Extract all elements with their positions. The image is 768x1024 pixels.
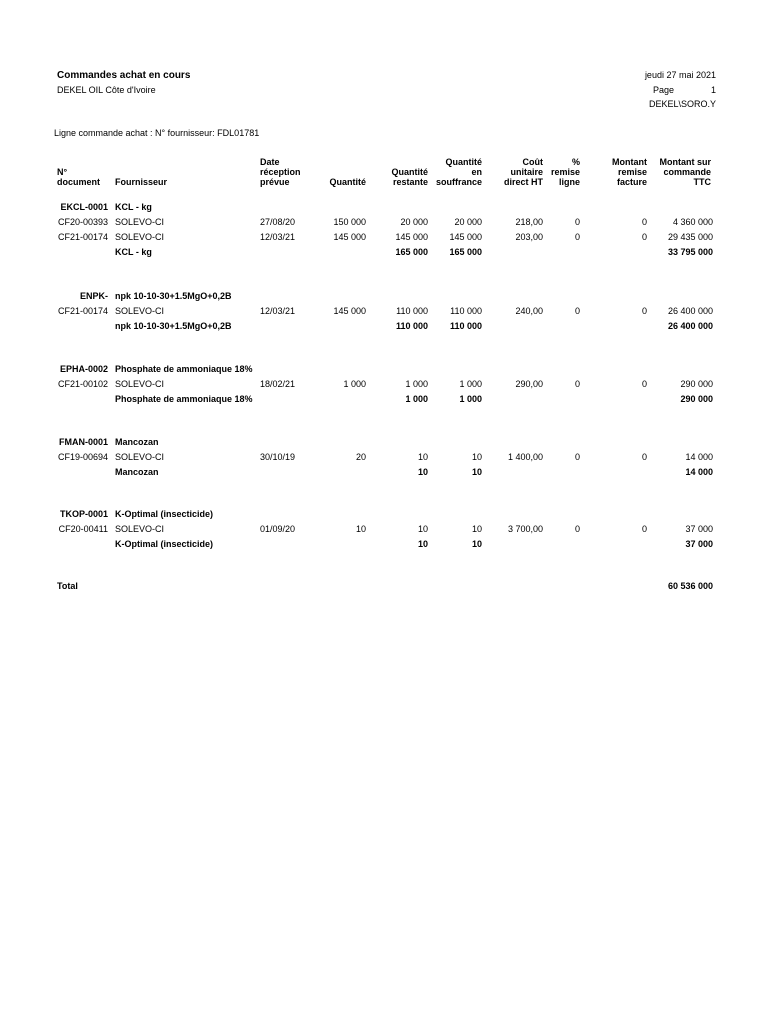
cell-invoice-discount: 0: [641, 232, 647, 242]
cell-unit-cost: 203,00: [515, 232, 543, 242]
cell-remaining: 110 000: [396, 306, 428, 316]
cell-remaining: 145 000: [395, 232, 428, 242]
cell-qty: 20: [355, 452, 366, 462]
cell-discount: 0: [574, 306, 580, 316]
cell-pending: 20 000: [454, 217, 482, 227]
cell-pending: 1 000: [459, 379, 482, 389]
cell-doc: CF20-00393: [57, 217, 108, 227]
subtotal-pending: 10: [471, 539, 482, 549]
group-name: npk 10-10-30+1.5MgO+0,2B: [115, 291, 232, 301]
total-label: Total: [57, 581, 78, 591]
subtotal-label: npk 10-10-30+1.5MgO+0,2B: [115, 321, 232, 331]
cell-pending: 10: [471, 524, 482, 534]
column-header-invoice-discount: facture: [616, 177, 647, 187]
cell-doc: CF21-00174: [57, 232, 108, 242]
report-date: jeudi 27 mai 2021: [644, 70, 716, 80]
cell-supplier: SOLEVO-CI: [115, 232, 165, 242]
cell-qty: 145 000: [333, 306, 366, 316]
cell-discount: 0: [574, 232, 580, 242]
cell-supplier: SOLEVO-CI: [115, 217, 165, 227]
subtotal-label: KCL - kg: [115, 247, 152, 257]
cell-unit-cost: 290,00: [515, 379, 543, 389]
subtotal-remaining: 10: [417, 539, 428, 549]
cell-invoice-discount: 0: [641, 379, 647, 389]
subtotal-amount: 290 000: [680, 394, 713, 404]
group-code: EKCL-0001: [60, 202, 108, 212]
subtotal-pending: 165 000: [449, 247, 482, 257]
group-name: K-Optimal (insecticide): [115, 509, 214, 519]
column-header-discount: ligne: [558, 177, 580, 187]
cell-date: 27/08/20: [260, 217, 296, 227]
cell-pending: 10: [471, 452, 482, 462]
column-header-qty: Quantité: [329, 177, 366, 187]
cell-pending: 145 000: [449, 232, 482, 242]
cell-date: 18/02/21: [260, 379, 296, 389]
cell-date: 12/03/21: [260, 306, 296, 316]
cell-qty: 10: [355, 524, 366, 534]
cell-invoice-discount: 0: [641, 452, 647, 462]
cell-unit-cost: 1 400,00: [507, 452, 543, 462]
cell-supplier: SOLEVO-CI: [115, 379, 165, 389]
report-title: Commandes achat en cours: [57, 70, 191, 81]
cell-qty: 150 000: [333, 217, 366, 227]
column-header-unit-cost: direct HT: [503, 177, 543, 187]
cell-doc: CF20-00411: [58, 524, 108, 534]
column-header-pending: en: [471, 167, 482, 177]
column-header-amount: TTC: [693, 177, 711, 187]
group-name: KCL - kg: [115, 202, 152, 212]
subtotal-remaining: 165 000: [395, 247, 428, 257]
cell-supplier: SOLEVO-CI: [115, 524, 165, 534]
cell-doc: CF19-00694: [57, 452, 108, 462]
column-header-unit-cost: Coût: [522, 157, 543, 167]
cell-date: 01/09/20: [260, 524, 296, 534]
column-header-remaining: restante: [392, 177, 428, 187]
group-name: Phosphate de ammoniaque 18%: [115, 364, 253, 374]
cell-discount: 0: [574, 524, 580, 534]
subtotal-pending: 110 000: [449, 321, 482, 331]
column-header-amount: commande: [663, 167, 711, 177]
subtotal-pending: 1 000: [459, 394, 482, 404]
cell-discount: 0: [574, 379, 580, 389]
subtotal-remaining: 110 000: [395, 321, 428, 331]
cell-date: 30/10/19: [260, 452, 296, 462]
report-subtitle: Ligne commande achat : N° fournisseur: FDL01781: [54, 128, 260, 138]
column-header-date: prévue: [260, 177, 290, 187]
column-header-invoice-discount: remise: [617, 167, 647, 177]
group-code: ENPK-: [79, 291, 108, 301]
column-header-discount: %: [571, 157, 580, 167]
cell-qty: 1 000: [343, 379, 366, 389]
cell-remaining: 10: [417, 452, 428, 462]
column-header-supplier: Fournisseur: [115, 177, 168, 187]
column-header-unit-cost: unitaire: [510, 167, 543, 177]
subtotal-amount: 26 400 000: [667, 321, 713, 331]
cell-discount: 0: [574, 452, 580, 462]
cell-discount: 0: [574, 217, 580, 227]
cell-invoice-discount: 0: [641, 306, 647, 316]
cell-supplier: SOLEVO-CI: [115, 452, 165, 462]
company-name: DEKEL OIL Côte d'Ivoire: [57, 85, 156, 95]
column-header-invoice-discount: Montant: [612, 157, 647, 167]
column-header-doc: document: [57, 177, 101, 187]
column-header-pending: souffrance: [435, 177, 482, 187]
column-header-doc: N°: [57, 167, 68, 177]
cell-pending: 110 000: [450, 306, 482, 316]
page-number: 1: [710, 85, 716, 95]
cell-remaining: 10: [417, 524, 428, 534]
column-header-date: réception: [260, 167, 301, 177]
user-name: DEKEL\SORO.Y: [648, 99, 716, 109]
cell-amount: 29 435 000: [667, 232, 713, 242]
subtotal-label: K-Optimal (insecticide): [115, 539, 214, 549]
group-name: Mancozan: [115, 437, 159, 447]
subtotal-remaining: 1 000: [405, 394, 428, 404]
subtotal-amount: 14 000: [685, 467, 713, 477]
cell-amount: 26 400 000: [667, 306, 713, 316]
subtotal-label: Phosphate de ammoniaque 18%: [115, 394, 253, 404]
page-label: Page: [652, 85, 674, 95]
subtotal-remaining: 10: [417, 467, 428, 477]
column-header-pending: Quantité: [445, 157, 482, 167]
cell-remaining: 20 000: [400, 217, 428, 227]
cell-unit-cost: 3 700,00: [507, 524, 543, 534]
column-header-remaining: Quantité: [391, 167, 428, 177]
cell-amount: 290 000: [680, 379, 713, 389]
cell-amount: 4 360 000: [672, 217, 713, 227]
cell-date: 12/03/21: [260, 232, 296, 242]
cell-unit-cost: 218,00: [515, 217, 543, 227]
subtotal-pending: 10: [471, 467, 482, 477]
cell-doc: CF21-00174: [57, 306, 108, 316]
column-header-date: Date: [260, 157, 280, 167]
column-header-amount: Montant sur: [659, 157, 711, 167]
cell-qty: 145 000: [333, 232, 366, 242]
cell-unit-cost: 240,00: [515, 306, 543, 316]
cell-invoice-discount: 0: [641, 524, 647, 534]
subtotal-amount: 37 000: [685, 539, 713, 549]
cell-invoice-discount: 0: [641, 217, 647, 227]
cell-amount: 14 000: [685, 452, 713, 462]
cell-doc: CF21-00102: [57, 379, 108, 389]
total-amount: 60 536 000: [667, 581, 713, 591]
group-code: TKOP-0001: [59, 509, 108, 519]
group-code: EPHA-0002: [59, 364, 108, 374]
cell-supplier: SOLEVO-CI: [115, 306, 165, 316]
subtotal-label: Mancozan: [115, 467, 159, 477]
cell-remaining: 1 000: [405, 379, 428, 389]
column-header-discount: remise: [550, 167, 580, 177]
group-code: FMAN-0001: [58, 437, 108, 447]
subtotal-amount: 33 795 000: [667, 247, 713, 257]
cell-amount: 37 000: [685, 524, 713, 534]
